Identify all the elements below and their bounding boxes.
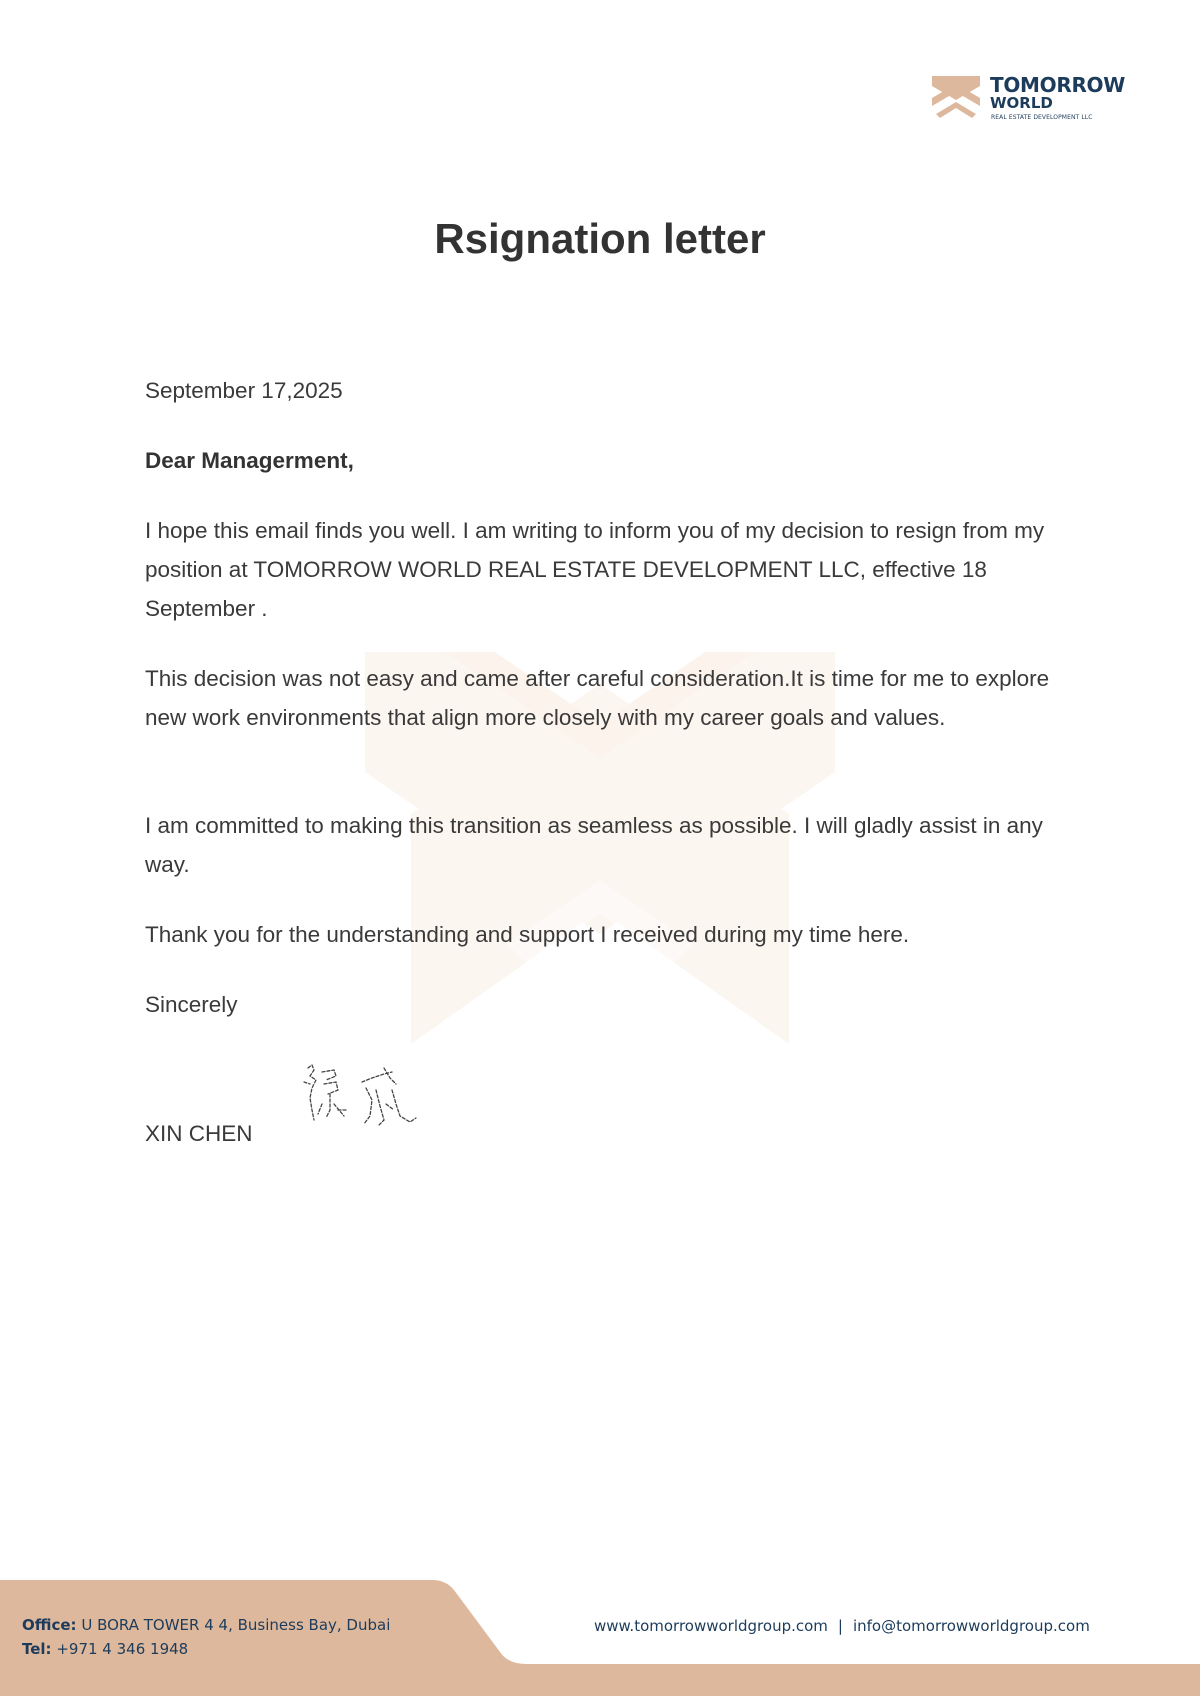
tel-label: Tel:: [22, 1640, 52, 1658]
letter-paragraph: I hope this email finds you well. I am writing to inform you of my decision to resign from my position at TOMORROW WORLD REAL ESTATE DEVELOPMENT LLC, effective 18 September .: [145, 518, 1045, 621]
footer-separator: |: [837, 1617, 843, 1635]
footer-office-address: [22, 1614, 390, 1636]
office-value: U BORA TOWER 4 4, Business Bay, Dubai: [81, 1616, 391, 1634]
document-title: Rsignation letter: [434, 215, 766, 262]
website-link[interactable]: www.tomorrowworldgroup.com: [594, 1617, 828, 1635]
logo-tagline: REAL ESTATE DEVELOPMENT LLC: [991, 114, 1093, 121]
company-logo: [932, 74, 1132, 126]
letter-paragraph: I am committed to making this transition as seamless as possible. I will gladly assist in any way.: [145, 813, 1043, 877]
logo-text-world: WORLD: [990, 94, 1053, 112]
page-footer: [0, 1580, 1200, 1696]
letter-salutation: Dear Managerment,: [145, 448, 354, 473]
logo-text-tomorrow: TOMORROW: [990, 73, 1126, 97]
letter-paragraph: This decision was not easy and came after careful consideration.It is time for me to explore new work environments that align more closely with my career goals and values.: [145, 666, 1050, 730]
letter-paragraph: Thank you for the understanding and support I received during my time here.: [145, 922, 910, 947]
footer-contact-links: [594, 1615, 1090, 1637]
letter-closing: Sincerely: [145, 992, 238, 1017]
letter-date: September 17,2025: [145, 378, 343, 403]
tel-value: +971 4 346 1948: [56, 1640, 189, 1658]
signer-name: XIN CHEN: [145, 1121, 253, 1146]
footer-telephone: [22, 1638, 188, 1660]
email-link[interactable]: info@tomorrowworldgroup.com: [852, 1617, 1090, 1635]
office-label: Office:: [22, 1616, 77, 1634]
chevron-logo-icon: [932, 76, 980, 118]
handwritten-signature: [300, 1060, 425, 1135]
